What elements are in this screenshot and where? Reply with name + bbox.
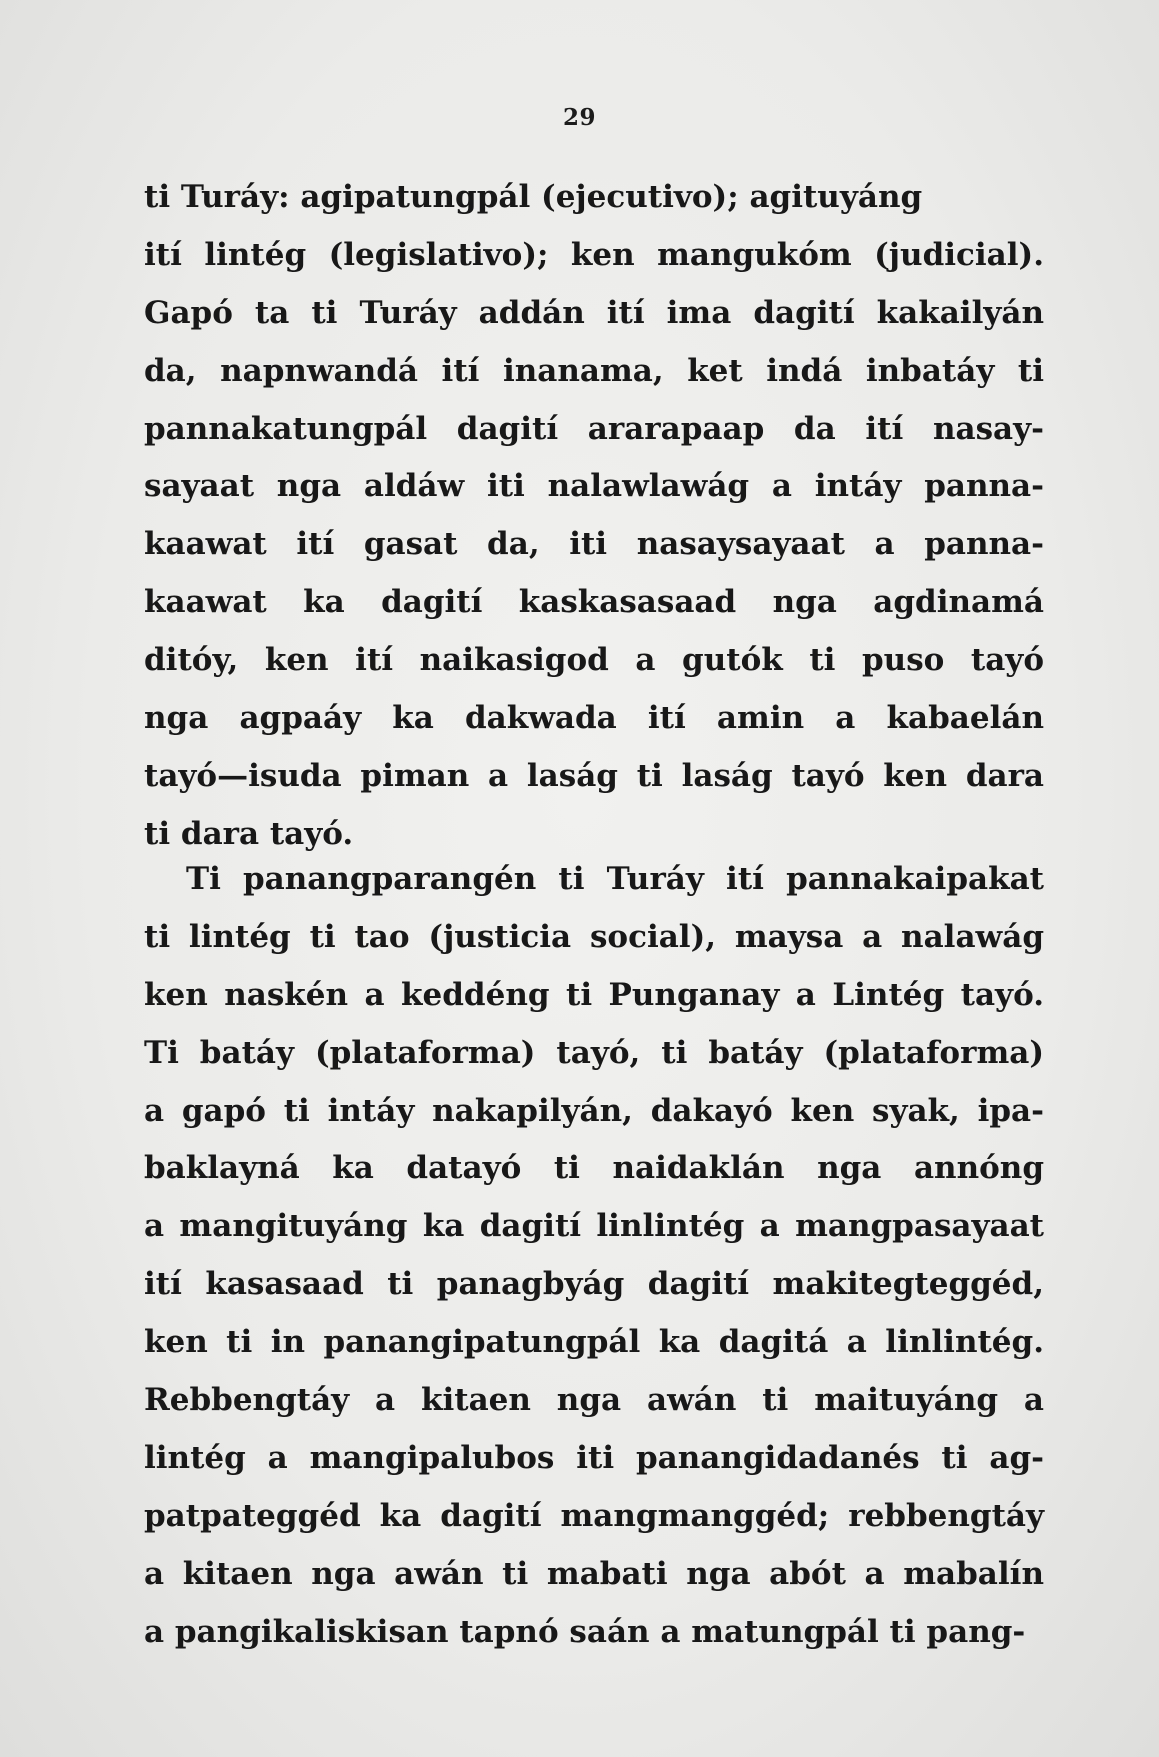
text-line: Ti panangparangén ti Turáy ití pannakaipakat [186, 861, 1044, 897]
text-line: pannakatungpál dagití ararapaap da ití nasay- [144, 410, 1044, 447]
text-line: ti Turáy: agipatungpál (ejecutivo); agituyáng [144, 179, 923, 215]
text-line: ti lintég ti tao (justicia social), maysa a nalawág [144, 918, 1044, 955]
text-line: baklayná ka datayó ti naidaklán nga annóng [144, 1150, 1044, 1187]
text-line: a gapó ti intáy nakapilyán, dakayó ken syak, ipa- [144, 1092, 1044, 1129]
text-line: a kitaen nga awán ti mabati nga abót a mabalín [144, 1555, 1044, 1592]
text-line: Rebbengtáy a kitaen nga awán ti maituyáng a [144, 1382, 1044, 1419]
text-line: ti dara tayó. [144, 815, 354, 852]
text-line: a pangikaliskisan tapnó saán a matungpál ti pang- [144, 1613, 1026, 1650]
text-line: patpateggéd ka dagití mangmanggéd; rebbengtáy [144, 1497, 1044, 1534]
text-line: nga agpaáy ka dakwada ití amin a kabaelán [144, 700, 1044, 737]
text-line: kaawat ka dagití kaskasasaad nga agdinamá [144, 584, 1044, 621]
text-line: ken naskén a keddéng ti Punganay a Lintég tayó. [144, 976, 1044, 1013]
text-line: ití kasasaad ti panagbyág dagití makitegteggéd, [144, 1266, 1044, 1303]
text-line: ití lintég (legislativo); ken mangukóm (judicial). [144, 236, 1044, 273]
text-line: ken ti in panangipatungpál ka dagitá a linlintég. [144, 1324, 1044, 1361]
text-line: lintég a mangipalubos iti panangidadanés ti ag- [144, 1439, 1044, 1476]
text-line: da, napnwandá ití inanama, ket indá inbatáy ti [144, 352, 1044, 389]
text-line: Gapó ta ti Turáy addán ití ima dagití kakailyán [144, 294, 1044, 331]
paragraph-2 [144, 851, 1044, 1661]
text-line: sayaat nga aldáw iti nalawlawág a intáy panna- [144, 468, 1044, 505]
paragraph-1 [144, 169, 1044, 864]
text-line: Ti batáy (plataforma) tayó, ti batáy (plataforma) [144, 1034, 1044, 1071]
text-line: a mangituyáng ka dagití linlintég a mangpasayaat [144, 1208, 1044, 1245]
text-line: kaawat ití gasat da, iti nasaysayaat a panna- [144, 526, 1044, 563]
text-line: tayó—isuda piman a laság ti laság tayó ken dara [144, 757, 1044, 794]
text-line: ditóy, ken ití naikasigod a gutók ti puso tayó [144, 642, 1044, 679]
page-number: 29 [562, 104, 596, 131]
